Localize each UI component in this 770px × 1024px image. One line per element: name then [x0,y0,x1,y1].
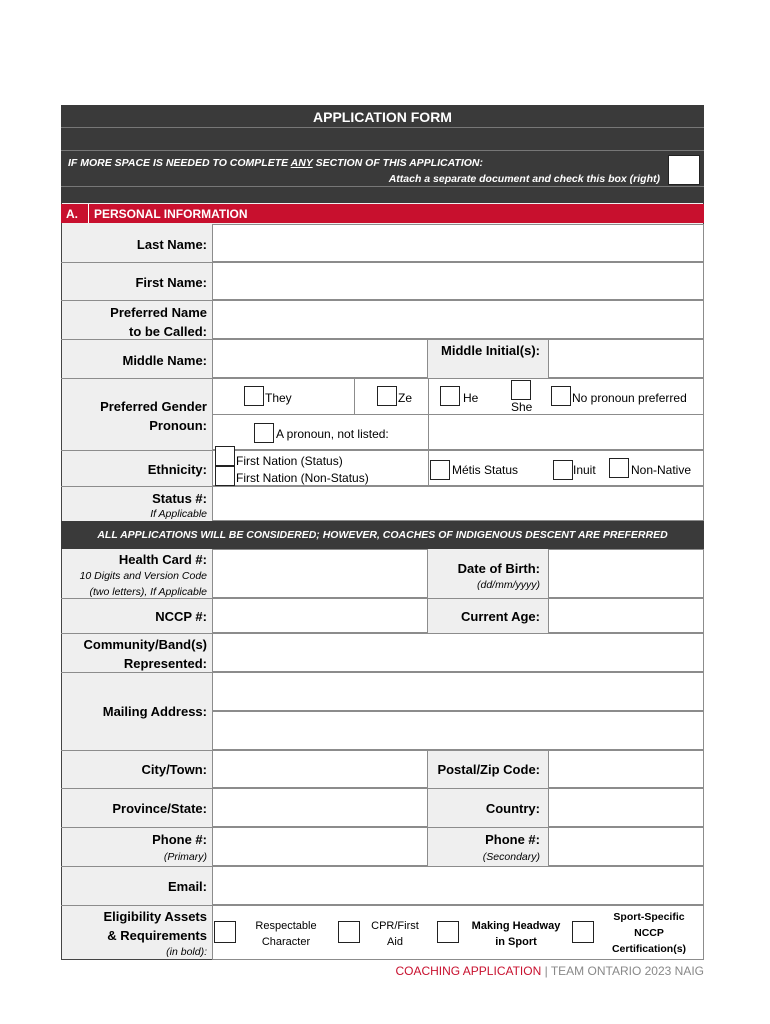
pronoun-other-checkbox[interactable] [254,423,274,443]
postal-label: Postal/Zip Code: [437,762,540,777]
pronoun-none-label: No pronoun preferred [572,391,687,405]
pronoun-they-checkbox[interactable] [244,386,264,406]
indigenous-banner-text: ALL APPLICATIONS WILL BE CONSIDERED; HOWEVER, COACHES OF INDIGENOUS DESCENT ARE PREFERRED [97,529,668,541]
province-label: Province/State: [112,801,207,816]
middle-name-label: Middle Name: [122,353,207,368]
pronoun-she-checkbox[interactable] [511,380,531,400]
cpr-label [360,918,430,950]
nccp-cert-line-3: Certification(s) [611,943,687,955]
space-notice [68,157,483,169]
nccp-label: NCCP #: [155,609,207,624]
headway-label [462,918,570,950]
space-notice-any: ANY [290,157,313,169]
pronoun-divider [428,378,429,450]
nccp-cert-line-1: Sport-Specific [613,911,685,923]
current-age-label: Current Age: [461,609,540,624]
footer-right: TEAM ONTARIO 2023 NAIG [550,964,704,978]
ethnicity-non-native-checkbox[interactable] [609,458,629,478]
ethnicity-label: Ethnicity: [147,462,207,477]
nccp-field[interactable] [212,598,428,633]
pronoun-label-2: Pronoun: [149,418,207,433]
eligibility-label: Eligibility Assets [103,909,207,924]
ethnicity-non-native-label: Non-Native [631,463,692,477]
form-title: APPLICATION FORM [313,109,452,125]
health-card-sublabel: 10 Digits and Version Code [79,570,207,582]
community-label-2: Represented: [123,656,207,671]
preferred-name-field[interactable] [212,300,704,339]
first-name-field[interactable] [212,262,704,300]
pronoun-divider [212,414,704,415]
health-card-label: Health Card #: [118,552,207,567]
nccp-cert-checkbox[interactable] [572,921,594,943]
headway-line-2: in Sport [495,936,537,948]
first-name-label: First Name: [135,275,207,290]
last-name-field[interactable] [212,224,704,262]
pronoun-ze-label: Ze [398,391,413,405]
phone-primary-field[interactable] [212,827,428,866]
middle-initials-label: Middle Initial(s): [441,343,540,358]
headway-line-1: Making Headway [471,920,561,932]
ethnicity-fn-non-status-checkbox[interactable] [215,466,235,486]
status-sublabel: If Applicable [150,508,207,520]
cpr-line-1: CPR/First [371,920,419,932]
nccp-cert-label [596,909,702,957]
ethnicity-metis-checkbox[interactable] [430,460,450,480]
preferred-name-label: Preferred Name [110,305,207,320]
mailing-address-label: Mailing Address: [102,704,207,719]
phone-secondary-sublabel: (Secondary) [482,851,540,863]
province-field[interactable] [212,788,428,827]
respectable-label [236,918,336,950]
respectable-checkbox[interactable] [214,921,236,943]
footer [330,964,704,978]
ethnicity-fn-non-status-label: First Nation (Non-Status) [236,471,369,485]
section-a-divider [88,204,89,223]
ethnicity-fn-status-label: First Nation (Status) [236,454,343,468]
pronoun-other-label: A pronoun, not listed: [276,427,389,441]
phone-secondary-field[interactable] [548,827,704,866]
postal-field[interactable] [548,750,704,788]
community-field[interactable] [212,633,704,672]
phone-secondary-label: Phone #: [485,832,540,847]
community-label: Community/Band(s) [83,637,207,652]
city-field[interactable] [212,750,428,788]
ethnicity-divider [428,450,429,486]
respectable-line-1: Respectable [255,920,317,932]
pronoun-none-checkbox[interactable] [551,386,571,406]
pronoun-he-checkbox[interactable] [440,386,460,406]
header-divider [61,186,704,187]
cpr-checkbox[interactable] [338,921,360,943]
phone-primary-sublabel: (Primary) [163,851,207,863]
current-age-field[interactable] [548,598,704,633]
eligibility-sublabel: (in bold): [166,946,207,958]
space-notice-prefix: IF MORE SPACE IS NEEDED TO COMPLETE [68,157,291,169]
section-a-title: PERSONAL INFORMATION [94,207,248,221]
pronoun-divider [354,378,355,414]
pronoun-label: Preferred Gender [100,399,207,414]
space-notice-line2: Attach a separate document and check this box (right) [388,173,660,185]
mailing-address-line-1[interactable] [212,672,704,711]
preferred-name-label-2: to be Called: [128,324,207,339]
middle-initials-field[interactable] [548,339,704,378]
pronoun-they-label: They [265,391,292,405]
header-divider [61,127,704,128]
footer-sep: | [541,964,551,978]
health-card-sublabel-2: (two letters), If Applicable [89,586,207,598]
last-name-label: Last Name: [136,237,207,252]
email-field[interactable] [212,866,704,905]
dob-sublabel: (dd/mm/yyyy) [477,579,540,591]
email-label: Email: [167,879,207,894]
ethnicity-fn-status-checkbox[interactable] [215,446,235,466]
ethnicity-metis-label: Métis Status [452,463,519,477]
footer-left: COACHING APPLICATION [395,964,542,978]
pronoun-she-label: She [511,400,533,414]
dob-label: Date of Birth: [457,561,540,576]
status-label: Status #: [152,491,207,506]
ethnicity-inuit-checkbox[interactable] [553,460,573,480]
section-a-letter: A. [66,207,78,221]
space-notice-suffix: SECTION OF THIS APPLICATION: [312,157,483,169]
eligibility-label-2: & Requirements [107,928,207,943]
header-divider [61,150,704,151]
dob-field[interactable] [548,549,704,598]
respectable-line-2: Character [261,936,311,948]
country-field[interactable] [548,788,704,827]
ethnicity-inuit-label: Inuit [573,463,596,477]
headway-checkbox[interactable] [437,921,459,943]
city-label: City/Town: [141,762,207,777]
phone-primary-label: Phone #: [152,832,207,847]
pronoun-ze-checkbox[interactable] [377,386,397,406]
mailing-address-line-2[interactable] [212,711,704,750]
extra-space-checkbox[interactable] [668,155,700,185]
status-field[interactable] [212,486,704,521]
pronoun-he-label: He [463,391,479,405]
country-label: Country: [485,801,540,816]
cpr-line-2: Aid [387,936,403,948]
health-card-field[interactable] [212,549,428,598]
middle-name-field[interactable] [212,339,428,378]
nccp-cert-line-2: NCCP [634,927,664,939]
